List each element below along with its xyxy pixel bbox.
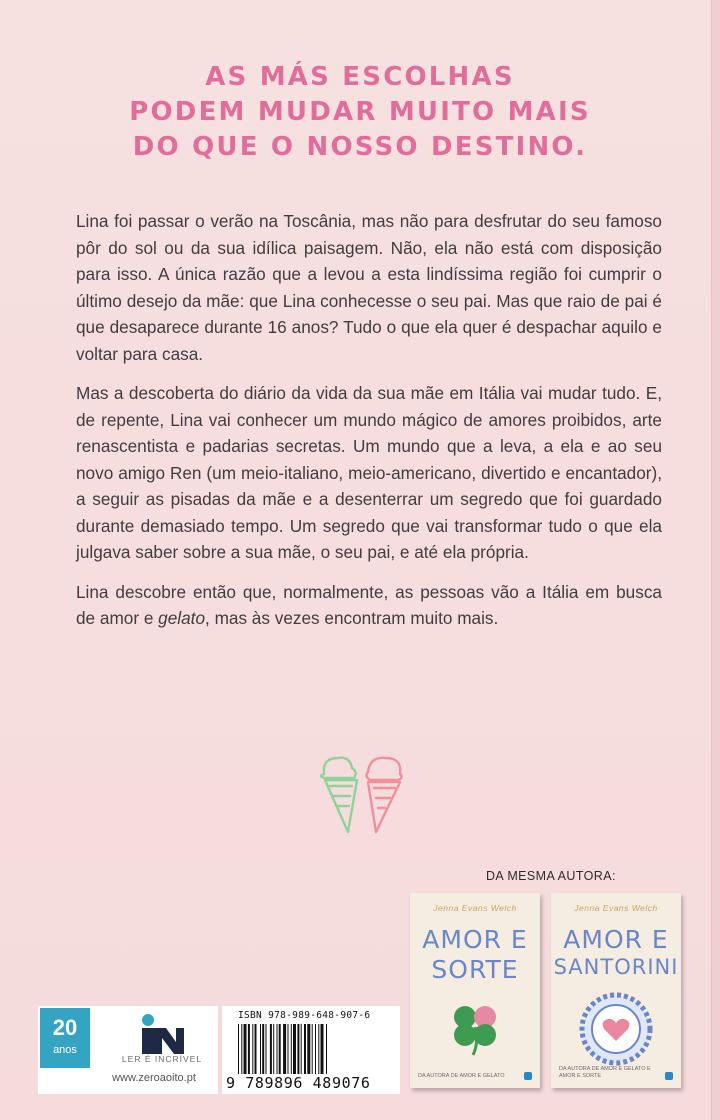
anniversary-text: anos <box>53 1044 77 1056</box>
publisher-tagline: LER É INCRÍVEL <box>121 1054 203 1064</box>
book-footer: DA AUTORA DE AMOR E GELATO E AMOR E SORTE <box>559 1066 651 1079</box>
barcode-icon <box>238 1024 388 1074</box>
headline-line-2: PODEM MUDAR MUITO MAIS <box>129 97 591 127</box>
book-title-line-2: SANTORINI <box>553 955 679 979</box>
synopsis-paragraph-1: Lina foi passar o verão na Toscânia, mas não para desfrutar do seu famoso pôr do sol ou da sua idílica paisagem. Não, ela não está com disposição para isso. A única razão que a levou a esta lindíssima região foi cumprir o último desejo da mãe: que Lina conhecesse o seu pai. Mas que raio de pai é que desaparece durante 16 anos? Tudo o que ela quer é despachar aquilo e voltar para casa. <box>76 211 662 364</box>
headline-line-1: AS MÁS ESCOLHAS <box>205 62 515 92</box>
green-cone-icon <box>321 758 357 832</box>
publisher-mark-icon <box>665 1072 673 1080</box>
synopsis-p3-italic: gelato <box>158 608 206 628</box>
book-author: Jenna Evans Welch <box>574 903 658 913</box>
isbn-label: ISBN 978-989-648-907-6 <box>238 1010 371 1021</box>
book-cover-amor-e-santorini[interactable] <box>551 893 681 1088</box>
barcode-digits: 9 789896 489076 <box>226 1074 371 1092</box>
book-author: Jenna Evans Welch <box>433 903 517 913</box>
heart-medallion-icon <box>578 991 654 1067</box>
book-footer: DA AUTORA DE AMOR E GELATO <box>418 1073 505 1079</box>
headline-line-3: DO QUE O NOSSO DESTINO. <box>132 132 588 162</box>
publisher-mark-icon <box>524 1072 532 1080</box>
book-title-line-1: AMOR E <box>422 925 528 954</box>
synopsis-p3-start: Lina descobre então que, normalmente, as pessoas vão a Itália em busca de amor e <box>76 581 662 628</box>
cover-edge <box>711 0 720 1120</box>
same-author-label: DA MESMA AUTORA: <box>486 869 616 883</box>
ice-cream-cones-icon <box>312 752 412 836</box>
synopsis-paragraph-3 <box>76 579 662 632</box>
synopsis <box>76 208 662 645</box>
book-cover-amor-e-sorte[interactable] <box>410 893 540 1088</box>
synopsis-paragraph-2: Mas a descoberta do diário da vida da sua mãe em Itália vai mudar tudo. E, de repente, Lina vai conhecer um mundo mágico de amores proibidos, arte renascentista e padarias secretas. Um mundo que a leva, a ela e ao seu novo amigo Ren (um meio-italiano, meio-americano, divertido e encantador), a seguir as pisadas da mãe e a desenterrar um segredo que foi guardado durante demasiado tempo. Um segredo que vai transformar tudo o que ela julgava saber sobre a sua mãe, o seu pai, e até ela própria. <box>76 383 662 562</box>
anniversary-badge <box>40 1008 90 1068</box>
pink-cone-icon <box>366 758 401 832</box>
synopsis-p3-end: , mas às vezes encontram muito mais. <box>205 608 499 628</box>
book-title-line-1: AMOR E <box>563 925 669 954</box>
headline <box>0 60 720 165</box>
book-title-line-2: SORTE <box>431 955 519 984</box>
publisher-website[interactable]: www.zeroaoito.pt <box>112 1072 196 1084</box>
anniversary-number: 20 <box>52 1015 78 1040</box>
publisher-logo-icon <box>112 1010 212 1080</box>
clover-icon <box>445 997 505 1057</box>
